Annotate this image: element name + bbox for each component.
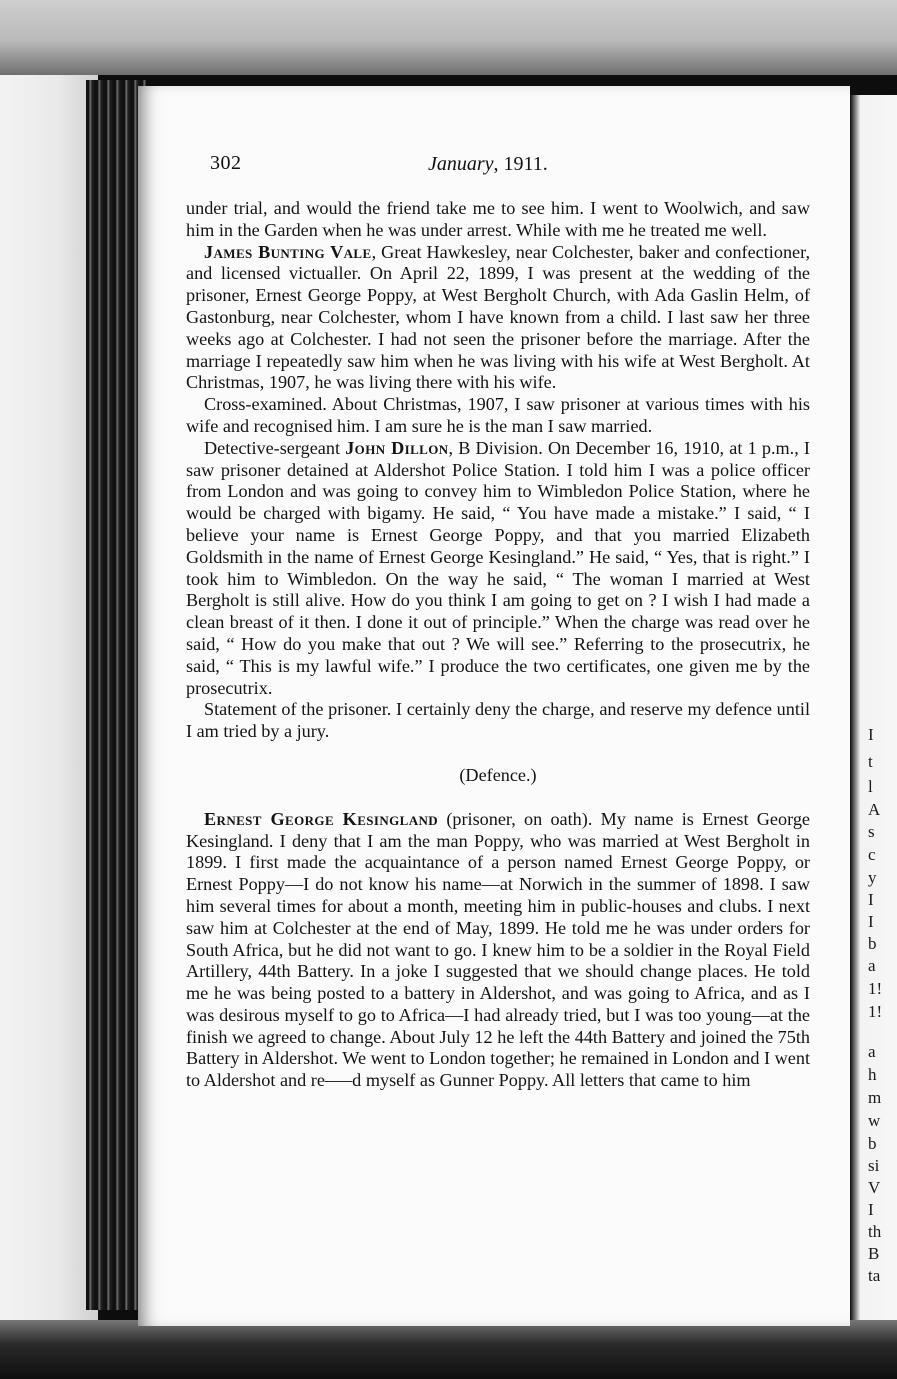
adjacent-page-fragment: B <box>868 1244 880 1263</box>
section-heading: (Defence.) <box>459 764 537 785</box>
paragraph <box>186 809 810 1092</box>
adjacent-page-fragment: A <box>868 800 881 819</box>
paragraph <box>186 242 810 395</box>
paragraph-text: (prisoner, on oath). My name is Ernest George Kesingland. I deny that I am the man Poppy, who was married at West Bergholt in 1899. I first made the acquaintance of a person named Ernest George Poppy, or Ernest Poppy—I do not know his name—at Norwich in the summer of 1898. I saw him several times for about a month, meeting him in public-houses and clubs. I next saw him at Colchester at the end of May, 1899. He told me he was under orders for South Africa, but he did not want to go. I knew him to be a soldier in the Royal Field Artillery, 44th Battery. In a joke I suggested that we should change places. He told me he was being posted to a battery in Aldershot, and was going to Africa, and as I was desirous myself to go to Africa—I had already tried, but I was too young—at the finish we agreed to change. About July 12 he left the 44th Battery and joined the 75th Battery in Aldershot. We went to London together; he remained in London and I went to Aldershot and re–––d myself as Gunner Poppy. All letters that came to him <box>186 808 811 1091</box>
paragraph <box>186 438 810 700</box>
adjacent-page-fragment: l <box>868 777 873 796</box>
witness-name: James Bunting Vale <box>204 241 372 262</box>
adjacent-page-fragment: I <box>868 912 874 931</box>
adjacent-page-fragment: b <box>868 934 877 953</box>
adjacent-page-fragment: I <box>868 890 874 909</box>
adjacent-page-fragment: t <box>868 752 873 771</box>
adjacent-page-fragment: a <box>868 1042 876 1061</box>
paragraph: under trial, and would the friend take me to see him. I went to Woolwich, and saw him in the Garden when he was under arrest. While with me he treated me well. <box>186 198 810 240</box>
adjacent-page-fragment: h <box>868 1065 877 1084</box>
witness-name: Ernest George Kesingland <box>204 808 439 829</box>
book-spine <box>86 80 146 1310</box>
adjacent-page-fragment: a <box>868 956 876 975</box>
paragraph-text: , B Division. On December 16, 1910, at 1 p.m., I saw prisoner detained at Aldershot Police Station. I told him I was a police officer from London and was going to convey him to Wimbledon Police Station, where he would be charged with bigamy. He said, “ You have made a mistake.” I said, “ I believe your name is Ernest George Poppy, and that you married Elizabeth Goldsmith in the name of Ernest George Kesingland.” He said, “ Yes, that is right.” I took him to Wimbledon. On the way he said, “ The woman I married at West Bergholt is still alive. How do you think I am going to get on ? I wish I had made a clean breast of it then. I done it out of principle.” When the charge was read over he said, “ How do you make that out ? We will see.” Referring to the prosecutrix, he said, “ This is my lawful wife.” I produce the two certificates, one given me by the prosecutrix. <box>186 437 810 698</box>
running-head-year: , 1911. <box>493 153 548 175</box>
adjacent-page-fragment: I <box>868 725 874 744</box>
adjacent-page-fragment: m <box>868 1088 882 1107</box>
adjacent-page-fragment: s <box>868 822 875 841</box>
paragraph: Cross-examined. About Christmas, 1907, I saw prisoner at various times with his wife and recognised him. I am sure he is the man I saw married. <box>186 394 810 436</box>
witness-name: John Dillon <box>345 437 449 458</box>
book-top-edge <box>0 0 897 75</box>
adjacent-page-fragment: V <box>868 1178 881 1197</box>
adjacent-page-fragment: 1! <box>868 979 883 998</box>
paragraph-text: , Great Hawkesley, near Colchester, baker and confectioner, and licensed victualler. On April 22, 1899, I was present at the wedding of the prisoner, Ernest George Poppy, at West Bergholt Church, with Ada Gaslin Helm, of Gastonburg, near Colchester, whom I have known from a child. I last saw her three weeks ago at Colchester. I had not seen the prisoner before the marriage. After the marriage I repeatedly saw him when he was living with his wife at West Bergholt. At Christmas, 1907, he was living there with his wife. <box>186 241 810 393</box>
adjacent-page-fragment: ta <box>868 1266 881 1285</box>
adjacent-page-fragment: 1! <box>868 1002 883 1021</box>
book-bottom-edge <box>0 1320 897 1379</box>
paragraph: Statement of the prisoner. I certainly deny the charge, and reserve my defence until I am tried by a jury. <box>186 699 810 742</box>
body-text <box>186 198 810 1092</box>
adjacent-page-fragment: I <box>868 1200 874 1219</box>
adjacent-page-fragment: b <box>868 1134 877 1153</box>
adjacent-page-fragment: c <box>868 845 876 864</box>
running-head <box>428 153 548 176</box>
adjacent-page-fragment: w <box>868 1111 881 1130</box>
page-number: 302 <box>210 152 242 174</box>
adjacent-page-fragment: si <box>868 1156 880 1175</box>
adjacent-page-fragment: th <box>868 1222 882 1241</box>
paragraph-text: Detective-sergeant <box>204 437 346 458</box>
left-margin <box>0 0 98 1379</box>
page-header <box>210 150 810 184</box>
running-head-month: January <box>428 153 494 175</box>
adjacent-page-fragment: y <box>868 868 877 887</box>
